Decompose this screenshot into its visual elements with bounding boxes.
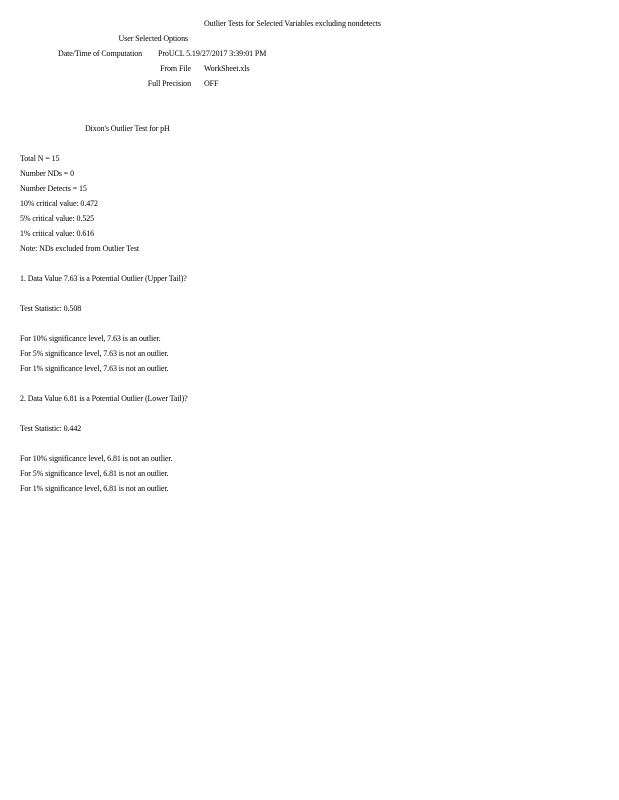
full-precision-label: Full Precision bbox=[147, 79, 191, 88]
full-precision-value: OFF bbox=[204, 79, 219, 88]
upper-test-statistic: Test Statistic: 0.508 bbox=[20, 304, 82, 313]
number-detects: Number Detects = 15 bbox=[20, 184, 87, 193]
lower-result-1: For 1% significance level, 6.81 is not an outlier. bbox=[20, 484, 169, 493]
upper-result-1: For 1% significance level, 7.63 is not an outlier. bbox=[20, 364, 169, 373]
critical-value-5: 5% critical value: 0.525 bbox=[20, 214, 95, 223]
report-title: Outlier Tests for Selected Variables excluding nondetects bbox=[204, 19, 381, 28]
datetime-label: Date/Time of Computation bbox=[58, 49, 142, 58]
lower-result-10: For 10% significance level, 6.81 is not an outlier. bbox=[20, 454, 173, 463]
upper-result-5: For 5% significance level, 7.63 is not an outlier. bbox=[20, 349, 169, 358]
test-title: Dixon's Outlier Test for pH bbox=[85, 124, 170, 133]
critical-value-10: 10% critical value: 0.472 bbox=[20, 199, 98, 208]
lower-test-statistic: Test Statistic: 0.442 bbox=[20, 424, 82, 433]
datetime-value: ProUCL 5.19/27/2017 3:39:01 PM bbox=[158, 49, 267, 58]
options-header: User Selected Options bbox=[118, 34, 188, 43]
upper-result-10: For 10% significance level, 7.63 is an outlier. bbox=[20, 334, 161, 343]
lower-result-5: For 5% significance level, 6.81 is not an outlier. bbox=[20, 469, 169, 478]
from-file-label: From File bbox=[160, 64, 191, 73]
upper-tail-question: 1. Data Value 7.63 is a Potential Outlier (Upper Tail)? bbox=[20, 274, 187, 283]
total-n: Total N = 15 bbox=[20, 154, 60, 163]
critical-value-1: 1% critical value: 0.616 bbox=[20, 229, 95, 238]
lower-tail-question: 2. Data Value 6.81 is a Potential Outlier (Lower Tail)? bbox=[20, 394, 188, 403]
number-nds: Number NDs = 0 bbox=[20, 169, 74, 178]
nds-note: Note: NDs excluded from Outlier Test bbox=[20, 244, 139, 253]
from-file-value: WorkSheet.xls bbox=[204, 64, 250, 73]
